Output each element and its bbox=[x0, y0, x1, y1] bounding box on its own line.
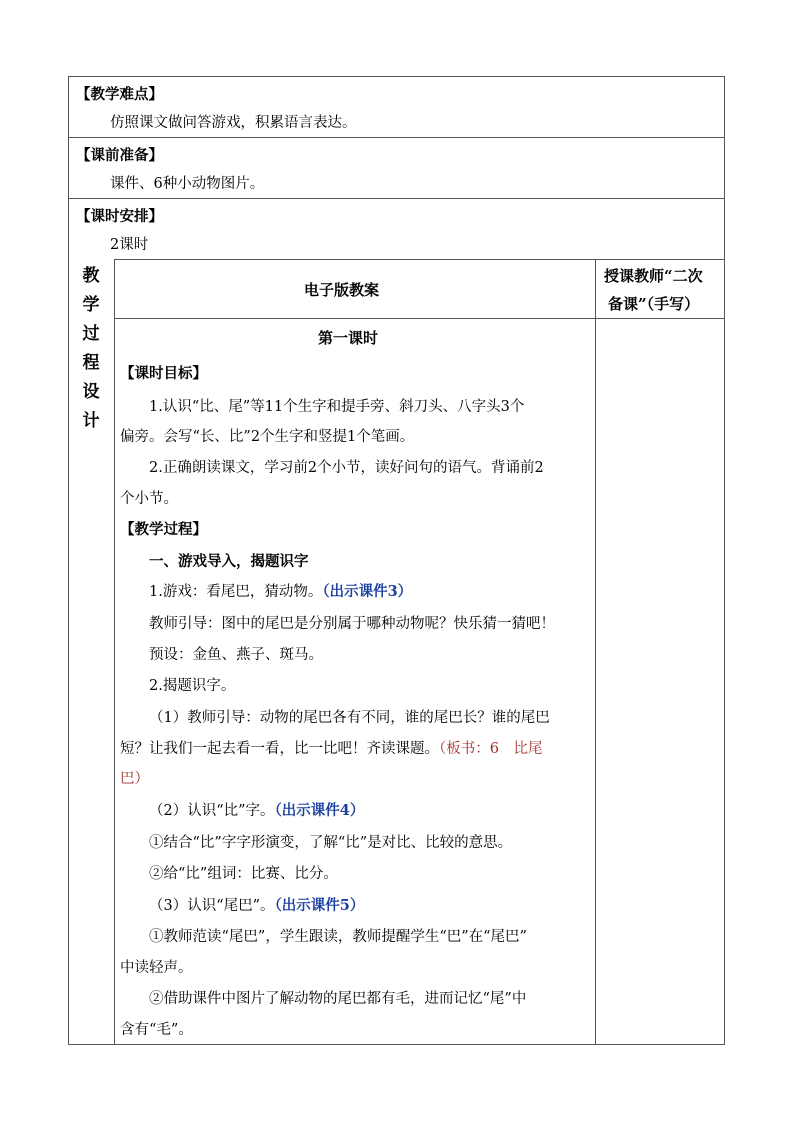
board-writing-note: （板书：6 比尾 bbox=[439, 741, 543, 757]
side-label-char: 计 bbox=[82, 411, 100, 431]
goal-1-line-1: 1.认识“比、尾”等11个生字和提手旁、斜刀头、八字头3个 bbox=[149, 399, 525, 415]
side-label-char: 过 bbox=[82, 324, 100, 344]
goals-heading: 【课时目标】 bbox=[120, 365, 207, 382]
paragraph-text: 1.游戏：看尾巴，猜动物。 bbox=[149, 584, 323, 600]
row-divider bbox=[114, 318, 725, 319]
schedule-heading: 【课时安排】 bbox=[76, 208, 163, 225]
electronic-plan-header: 电子版教案 bbox=[304, 281, 380, 299]
side-label-char: 学 bbox=[82, 295, 100, 315]
paragraph: 预设：金鱼、燕子、斑马。 bbox=[149, 647, 323, 663]
paragraph bbox=[149, 896, 364, 916]
paragraph: （1）教师引导：动物的尾巴各有不同，谁的尾巴长？谁的尾巴 bbox=[149, 710, 550, 726]
column-divider bbox=[114, 259, 115, 1045]
board-writing-note: 巴） bbox=[120, 771, 149, 787]
process-heading: 【教学过程】 bbox=[120, 521, 207, 538]
courseware-note: （出示课件4） bbox=[274, 802, 365, 819]
paragraph: ②借助课件中图片了解动物的尾巴都有毛，进而记忆“尾”中 bbox=[149, 991, 527, 1007]
paragraph-text: （2）认识“比”字。 bbox=[149, 803, 275, 819]
prep-heading: 【课前准备】 bbox=[76, 147, 163, 164]
goal-2-line-2: 个小节。 bbox=[120, 491, 178, 507]
courseware-note: （出示课件5） bbox=[274, 897, 365, 914]
paragraph: 2.揭题识字。 bbox=[149, 678, 236, 694]
courseware-note: （出示课件3） bbox=[322, 583, 413, 600]
difficulty-heading: 【教学难点】 bbox=[76, 86, 163, 103]
paragraph: 含有“毛”。 bbox=[120, 1022, 193, 1038]
paragraph: 中读轻声。 bbox=[120, 960, 193, 976]
paragraph: ①教师范读“尾巴”，学生跟读，教师提醒学生“巴”在“尾巴” bbox=[149, 929, 527, 945]
row-divider bbox=[68, 137, 725, 138]
paragraph: 教师引导：图中的尾巴是分别属于哪种动物呢？快乐猜一猜吧！ bbox=[149, 616, 555, 632]
paragraph-text: （3）认识“尾巴”。 bbox=[149, 898, 275, 914]
side-label-char: 教 bbox=[82, 266, 100, 286]
step-1-heading: 一、游戏导入，揭题识字 bbox=[149, 553, 309, 570]
paragraph bbox=[120, 739, 542, 759]
teacher-notes-header: 备课”（手写） bbox=[608, 295, 700, 313]
process-design-label bbox=[68, 262, 114, 436]
column-divider bbox=[595, 259, 596, 1045]
goal-2-line-1: 2.正确朗读课文，学习前2个小节，读好问句的语气。背诵前2 bbox=[149, 460, 544, 476]
row-divider bbox=[114, 259, 725, 260]
prep-body: 课件、6种小动物图片。 bbox=[110, 176, 265, 192]
paragraph: ①结合“比”字字形演变，了解“比”是对比、比较的意思。 bbox=[149, 835, 513, 851]
row-divider bbox=[68, 198, 725, 199]
paragraph bbox=[149, 801, 364, 821]
paragraph: ②给“比”组词：比赛、比分。 bbox=[149, 866, 338, 882]
schedule-body: 2课时 bbox=[110, 237, 149, 253]
side-label-char: 设 bbox=[82, 382, 100, 402]
side-label-char: 程 bbox=[82, 353, 100, 373]
difficulty-body: 仿照课文做问答游戏，积累语言表达。 bbox=[110, 115, 357, 131]
teacher-notes-header: 授课教师“二次 bbox=[604, 267, 703, 285]
paragraph-text: 短？让我们一起去看一看，比一比吧！齐读课题。 bbox=[120, 741, 439, 757]
lesson-title: 第一课时 bbox=[318, 329, 379, 347]
goal-1-line-2: 偏旁。会写“长、比”2个生字和竖提1个笔画。 bbox=[120, 429, 415, 445]
paragraph bbox=[149, 582, 412, 602]
